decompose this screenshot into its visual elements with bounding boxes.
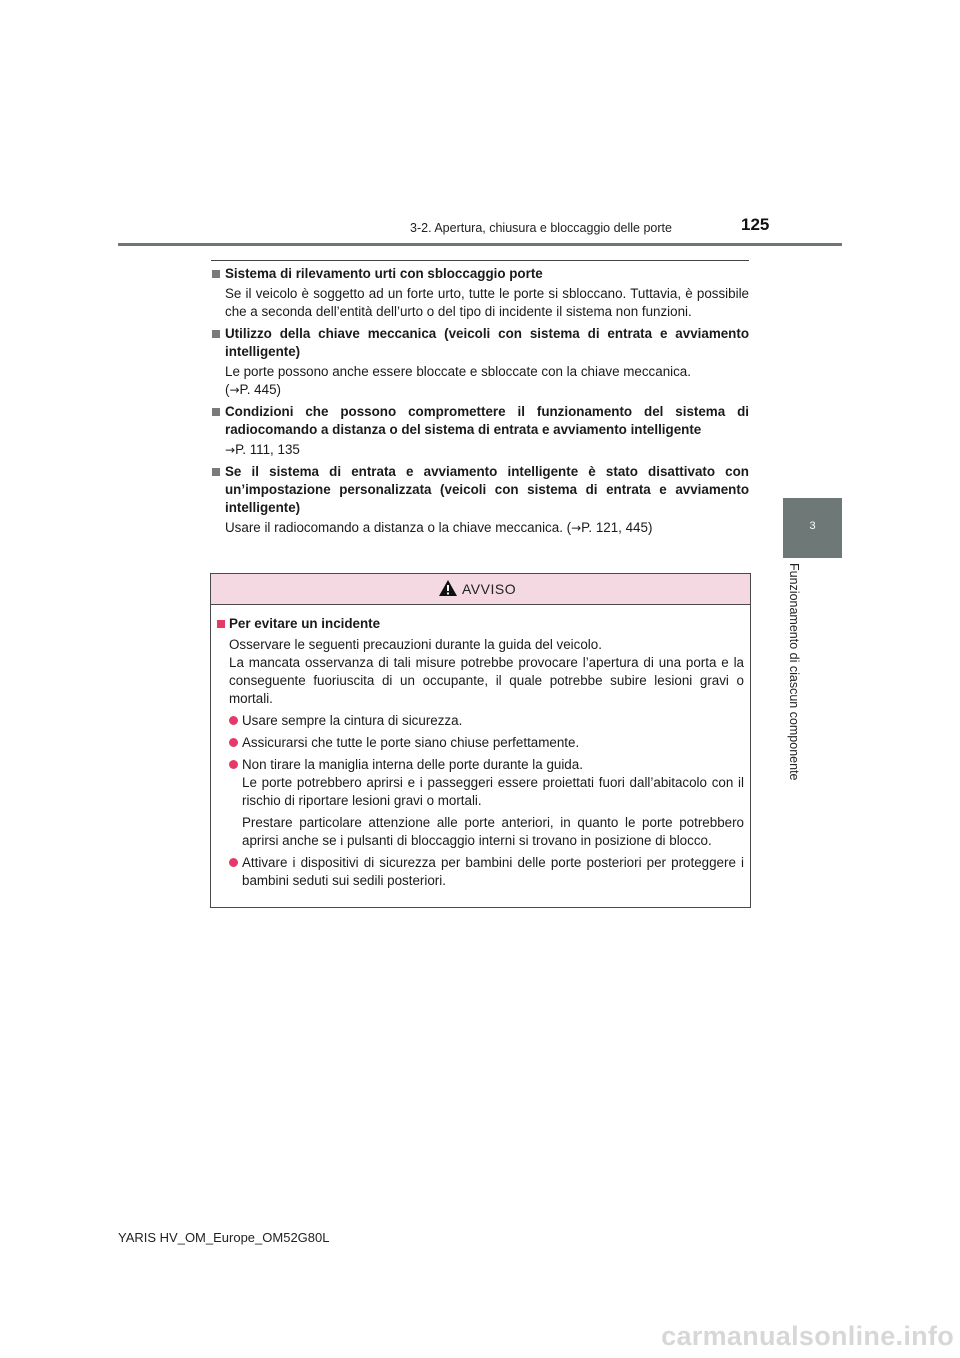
chapter-title-vertical [783, 563, 813, 793]
section-heading [211, 463, 749, 517]
warning-header [211, 574, 750, 605]
chapter-title-text: Funzionamento di ciascun componente [787, 563, 801, 781]
section-body [211, 519, 749, 537]
running-header: 3-2. Apertura, chiusura e bloccaggio delle porte [410, 221, 672, 235]
section-item [211, 325, 749, 399]
section-item [211, 265, 749, 321]
square-bullet-icon [212, 330, 220, 338]
warning-bullet [217, 854, 744, 890]
page-reference [211, 381, 749, 399]
warning-subtitle [217, 615, 744, 633]
warning-bullet-text: Usare sempre la cintura di sicurezza. [242, 713, 463, 728]
section-body: Se il veicolo è soggetto ad un forte urto, tutte le porte si sbloccano. Tuttavia, è possibile che a seconda dell’entità dell’urto o del tipo di incidente il sistema non funzioni. [225, 286, 749, 319]
warning-box [210, 573, 751, 908]
round-bullet-icon [229, 738, 238, 747]
main-content [211, 265, 749, 541]
warning-text-paragraph: La mancata osservanza di tali misure potrebbe provocare l’apertura di una porta e la conseguente fuoriuscita di un occupante, il quale potrebbe subire lesioni gravi o mortali. [229, 655, 744, 706]
warning-bullet-text: Non tirare la maniglia interna delle porte durante la guida. [242, 757, 583, 772]
round-bullet-icon [229, 760, 238, 769]
round-bullet-icon [229, 858, 238, 867]
arrow-right-icon: → [229, 383, 240, 397]
warning-bullet-text: Assicurarsi che tutte le porte siano chiuse perfettamente. [242, 735, 580, 750]
arrow-right-icon: → [571, 521, 582, 535]
warning-title: AVVISO [462, 581, 517, 597]
chapter-tab [783, 498, 842, 558]
warning-body [217, 615, 744, 894]
square-bullet-icon [212, 408, 220, 416]
ref-paren: ( [225, 382, 230, 397]
chapter-number: 3 [809, 520, 816, 532]
section-item [211, 403, 749, 459]
warning-bullet [217, 712, 744, 730]
warning-bullet-extra: Prestare particolare attenzione alle porte anteriori, in quanto le porte potrebbero aprirsi anche se i pulsanti di bloccaggio interni si trovano in posizione di blocco. [242, 815, 744, 848]
round-bullet-icon [229, 716, 238, 725]
warning-text-line: Osservare le seguenti precauzioni durante la guida del veicolo. [229, 637, 602, 652]
content-divider [211, 260, 749, 261]
section-body-text: Usare il radiocomando a distanza o la chiave meccanica. ( [225, 520, 572, 535]
warning-bullet-detail: Le porte potrebbero aprirsi e i passeggeri essere proiettati fuori dall’abitacolo con il rischio di riportare lesioni gravi o mortali. [242, 775, 744, 808]
header-divider [118, 243, 842, 246]
ref-text: P. 121, 445) [581, 520, 653, 535]
document-footer: YARIS HV_OM_Europe_OM52G80L [118, 1230, 330, 1245]
ref-text: P. 111, 135 [235, 442, 300, 457]
watermark: carmanualsonline.info [661, 1321, 954, 1351]
section-item [211, 463, 749, 537]
warning-bullet [217, 756, 744, 810]
warning-bullet [217, 734, 744, 752]
square-bullet-icon [212, 270, 220, 278]
section-heading [211, 403, 749, 439]
warning-text [217, 636, 744, 708]
square-bullet-icon [212, 468, 220, 476]
section-heading [211, 265, 749, 283]
warning-bullet-text: Attivare i dispositivi di sicurezza per bambini delle porte posteriori per proteggere i bambini seduti sui sedili posteriori. [242, 855, 744, 888]
section-body: Le porte possono anche essere bloccate e sbloccate con la chiave meccanica. [225, 364, 691, 379]
warning-subtitle-text: Per evitare un incidente [229, 616, 381, 631]
ref-text: P. 445) [239, 382, 281, 397]
square-bullet-icon [217, 620, 225, 628]
section-heading-text: Utilizzo della chiave meccanica (veicoli con sistema di entrata e avviamento intelligente) [225, 326, 749, 359]
section-heading-text: Sistema di rilevamento urti con sbloccaggio porte [225, 266, 543, 281]
page-number: 125 [741, 215, 770, 234]
section-heading-text: Condizioni che possono compromettere il funzionamento del sistema di radiocomando a distanza o del sistema di entrata e avviamento intelligente [225, 404, 749, 437]
arrow-right-icon: → [225, 443, 236, 457]
warning-triangle-icon [438, 579, 458, 597]
page-reference [211, 441, 749, 459]
section-heading [211, 325, 749, 361]
section-heading-text: Se il sistema di entrata e avviamento intelligente è stato disattivato con un’impostazione personalizzata (veicoli con sistema di entrata e avviamento intelligente) [225, 464, 749, 515]
